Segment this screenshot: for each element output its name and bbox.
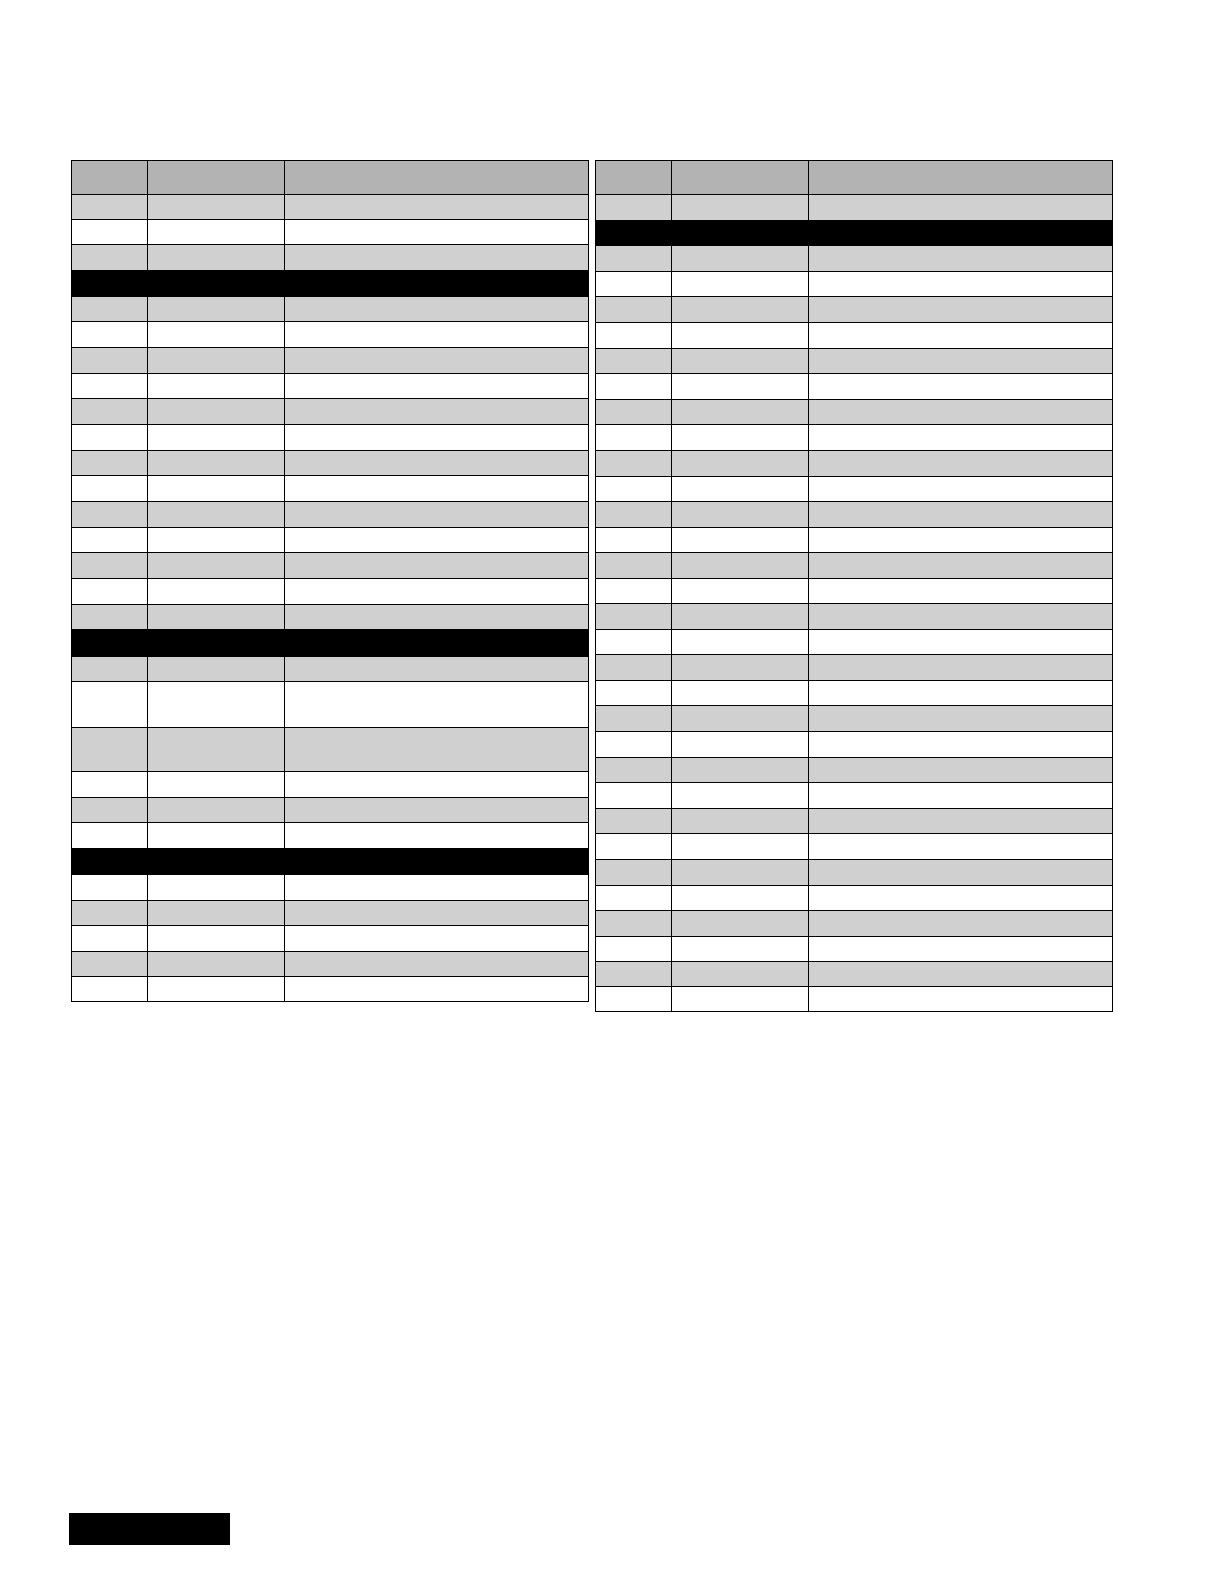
table-row xyxy=(72,245,589,271)
table-cell xyxy=(596,732,672,758)
table-cell xyxy=(672,630,809,655)
table-cell xyxy=(672,886,809,911)
table-cell xyxy=(148,977,285,1002)
table-cell xyxy=(809,477,1113,502)
table-row xyxy=(596,553,1113,579)
table-cell xyxy=(285,977,589,1002)
table-row xyxy=(72,220,589,245)
table-cell xyxy=(148,823,285,849)
table-cell xyxy=(148,271,285,297)
table-cell xyxy=(672,860,809,886)
table-cell xyxy=(285,682,589,728)
column-header xyxy=(596,161,672,195)
table-cell xyxy=(809,349,1113,374)
table-row xyxy=(596,451,1113,477)
table-row xyxy=(596,477,1113,502)
table-cell xyxy=(148,657,285,682)
table-cell xyxy=(809,911,1113,937)
table-cell xyxy=(809,706,1113,732)
table-cell xyxy=(148,502,285,528)
table-cell xyxy=(596,374,672,400)
table-cell xyxy=(672,962,809,987)
table-cell xyxy=(285,245,589,271)
table-cell xyxy=(672,246,809,272)
table-cell xyxy=(72,220,148,245)
table-row xyxy=(596,528,1113,553)
table-cell xyxy=(148,245,285,271)
table-row xyxy=(72,348,589,374)
table-cell xyxy=(285,823,589,849)
table-cell xyxy=(596,783,672,809)
table-row xyxy=(596,630,1113,655)
table-cell xyxy=(672,195,809,221)
table-cell xyxy=(148,952,285,977)
table-cell xyxy=(809,987,1113,1012)
table-row xyxy=(72,451,589,476)
table-cell xyxy=(72,271,148,297)
table-row xyxy=(596,987,1113,1012)
table-cell xyxy=(809,834,1113,860)
table-cell xyxy=(672,809,809,834)
table-row xyxy=(596,195,1113,221)
table-cell xyxy=(72,926,148,952)
table-cell xyxy=(596,758,672,783)
table-cell xyxy=(672,706,809,732)
table-cell xyxy=(72,901,148,926)
column-header xyxy=(809,161,1113,195)
table-cell xyxy=(809,221,1113,246)
table-cell xyxy=(72,849,148,875)
table-cell xyxy=(148,297,285,322)
table-cell xyxy=(809,272,1113,297)
table-cell xyxy=(809,579,1113,604)
table-cell xyxy=(596,425,672,451)
table-row xyxy=(72,528,589,553)
table-cell xyxy=(72,798,148,823)
table-row xyxy=(72,682,589,728)
table-cell xyxy=(672,834,809,860)
table-cell xyxy=(672,425,809,451)
table-cell xyxy=(72,605,148,630)
table-cell xyxy=(596,400,672,425)
table-row xyxy=(596,579,1113,604)
table-row xyxy=(596,400,1113,425)
table-cell xyxy=(596,706,672,732)
table-cell xyxy=(672,579,809,604)
table-cell xyxy=(285,926,589,952)
table-cell xyxy=(285,875,589,901)
table-cell xyxy=(672,758,809,783)
table-cell xyxy=(596,937,672,962)
table-cell xyxy=(596,528,672,553)
table-cell xyxy=(285,399,589,425)
table-cell xyxy=(148,528,285,553)
table-cell xyxy=(809,758,1113,783)
table-cell xyxy=(672,528,809,553)
table-row xyxy=(596,962,1113,987)
column-header xyxy=(148,161,285,195)
table-row xyxy=(596,783,1113,809)
table-cell xyxy=(285,798,589,823)
table-cell xyxy=(285,297,589,322)
table-row xyxy=(72,297,589,322)
table-cell xyxy=(809,374,1113,400)
table-cell xyxy=(596,834,672,860)
table-cell xyxy=(672,374,809,400)
column-header xyxy=(72,161,148,195)
table-cell xyxy=(809,630,1113,655)
table-row xyxy=(72,952,589,977)
table-cell xyxy=(809,809,1113,834)
table-cell xyxy=(672,937,809,962)
table-cell xyxy=(809,962,1113,987)
table-cell xyxy=(148,772,285,798)
table-cell xyxy=(148,901,285,926)
table-cell xyxy=(72,399,148,425)
table-cell xyxy=(809,246,1113,272)
table-cell xyxy=(596,451,672,477)
table-cell xyxy=(285,195,589,220)
table-cell xyxy=(148,875,285,901)
table-cell xyxy=(596,886,672,911)
table-cell xyxy=(72,374,148,399)
table-cell xyxy=(672,502,809,528)
table-cell xyxy=(285,271,589,297)
table-cell xyxy=(596,195,672,221)
table-row xyxy=(596,809,1113,834)
table-cell xyxy=(672,987,809,1012)
table-row xyxy=(72,901,589,926)
table-cell xyxy=(596,553,672,579)
table-cell xyxy=(148,682,285,728)
table-cell xyxy=(148,553,285,579)
right-table-header-row xyxy=(596,161,1113,195)
table-cell xyxy=(148,926,285,952)
table-cell xyxy=(672,604,809,630)
table-row xyxy=(72,875,589,901)
table-cell xyxy=(809,783,1113,809)
table-row xyxy=(596,425,1113,451)
table-cell xyxy=(148,579,285,605)
table-cell xyxy=(285,220,589,245)
table-cell xyxy=(809,553,1113,579)
table-cell xyxy=(285,502,589,528)
table-cell xyxy=(285,322,589,348)
table-cell xyxy=(809,195,1113,221)
table-cell xyxy=(72,823,148,849)
table-cell xyxy=(148,348,285,374)
table-row xyxy=(596,297,1113,323)
right-data-table xyxy=(595,160,1113,1012)
table-row xyxy=(72,425,589,451)
table-cell xyxy=(72,657,148,682)
table-cell xyxy=(596,604,672,630)
table-row xyxy=(596,246,1113,272)
table-cell xyxy=(148,630,285,657)
table-cell xyxy=(672,451,809,477)
table-cell xyxy=(285,425,589,451)
table-row xyxy=(72,579,589,605)
table-cell xyxy=(148,798,285,823)
left-table-section-bar xyxy=(72,849,589,875)
table-cell xyxy=(596,911,672,937)
table-cell xyxy=(285,657,589,682)
table-cell xyxy=(148,728,285,772)
table-cell xyxy=(72,952,148,977)
table-cell xyxy=(72,502,148,528)
table-cell xyxy=(72,245,148,271)
table-cell xyxy=(809,937,1113,962)
table-cell xyxy=(672,400,809,425)
table-row xyxy=(596,604,1113,630)
table-cell xyxy=(672,732,809,758)
table-cell xyxy=(285,579,589,605)
table-cell xyxy=(72,630,148,657)
table-cell xyxy=(672,553,809,579)
table-cell xyxy=(72,682,148,728)
table-cell xyxy=(72,728,148,772)
table-cell xyxy=(596,349,672,374)
page-number-tab xyxy=(69,1513,230,1545)
table-row xyxy=(72,926,589,952)
table-cell xyxy=(596,272,672,297)
table-cell xyxy=(72,772,148,798)
table-cell xyxy=(596,860,672,886)
table-cell xyxy=(285,348,589,374)
table-cell xyxy=(809,451,1113,477)
table-cell xyxy=(672,297,809,323)
table-cell xyxy=(809,655,1113,681)
table-cell xyxy=(809,323,1113,349)
table-cell xyxy=(72,425,148,451)
table-row xyxy=(596,860,1113,886)
table-cell xyxy=(72,528,148,553)
left-data-table xyxy=(71,160,589,1002)
table-cell xyxy=(148,399,285,425)
table-row xyxy=(596,834,1113,860)
table-row xyxy=(596,655,1113,681)
table-cell xyxy=(672,349,809,374)
table-cell xyxy=(285,451,589,476)
right-table-section-bar xyxy=(596,221,1113,246)
table-cell xyxy=(72,579,148,605)
table-cell xyxy=(285,374,589,399)
table-row xyxy=(596,706,1113,732)
table-cell xyxy=(809,528,1113,553)
table-cell xyxy=(809,886,1113,911)
table-cell xyxy=(72,322,148,348)
column-header xyxy=(672,161,809,195)
table-cell xyxy=(285,553,589,579)
table-cell xyxy=(72,297,148,322)
table-cell xyxy=(672,783,809,809)
table-cell xyxy=(596,655,672,681)
table-row xyxy=(72,605,589,630)
table-row xyxy=(596,272,1113,297)
table-cell xyxy=(285,476,589,502)
table-cell xyxy=(596,962,672,987)
table-cell xyxy=(148,476,285,502)
table-cell xyxy=(809,297,1113,323)
table-cell xyxy=(672,272,809,297)
table-cell xyxy=(809,604,1113,630)
table-cell xyxy=(148,605,285,630)
table-cell xyxy=(596,809,672,834)
table-row xyxy=(72,657,589,682)
table-cell xyxy=(596,630,672,655)
table-cell xyxy=(596,477,672,502)
table-cell xyxy=(148,374,285,399)
table-cell xyxy=(672,681,809,706)
table-row xyxy=(72,374,589,399)
table-cell xyxy=(148,220,285,245)
table-row xyxy=(72,772,589,798)
table-cell xyxy=(285,728,589,772)
table-cell xyxy=(672,655,809,681)
table-cell xyxy=(148,849,285,875)
table-cell xyxy=(596,297,672,323)
table-row xyxy=(72,322,589,348)
table-cell xyxy=(672,477,809,502)
table-cell xyxy=(285,605,589,630)
table-row xyxy=(72,823,589,849)
table-row xyxy=(72,195,589,220)
table-row xyxy=(596,758,1113,783)
table-cell xyxy=(72,476,148,502)
table-row xyxy=(596,911,1113,937)
table-cell xyxy=(596,502,672,528)
table-cell xyxy=(285,952,589,977)
table-cell xyxy=(72,195,148,220)
table-row xyxy=(596,886,1113,911)
table-cell xyxy=(809,425,1113,451)
left-table-header-row xyxy=(72,161,589,195)
table-row xyxy=(72,798,589,823)
table-cell xyxy=(596,681,672,706)
column-header xyxy=(285,161,589,195)
table-cell xyxy=(285,630,589,657)
table-cell xyxy=(596,987,672,1012)
table-row xyxy=(72,977,589,1002)
table-cell xyxy=(672,221,809,246)
table-cell xyxy=(596,323,672,349)
left-table-section-bar xyxy=(72,630,589,657)
table-row xyxy=(596,937,1113,962)
table-row xyxy=(596,349,1113,374)
table-cell xyxy=(285,901,589,926)
left-table-section-bar xyxy=(72,271,589,297)
table-cell xyxy=(809,860,1113,886)
table-cell xyxy=(72,875,148,901)
table-cell xyxy=(148,322,285,348)
table-row xyxy=(72,476,589,502)
table-row xyxy=(596,681,1113,706)
table-cell xyxy=(148,451,285,476)
table-row xyxy=(72,728,589,772)
table-cell xyxy=(596,579,672,604)
table-cell xyxy=(148,195,285,220)
table-cell xyxy=(596,221,672,246)
table-cell xyxy=(72,553,148,579)
table-row xyxy=(596,374,1113,400)
table-cell xyxy=(809,732,1113,758)
table-cell xyxy=(672,911,809,937)
table-row xyxy=(596,502,1113,528)
table-cell xyxy=(148,425,285,451)
table-row xyxy=(72,399,589,425)
table-row xyxy=(72,553,589,579)
table-cell xyxy=(809,400,1113,425)
table-cell xyxy=(285,772,589,798)
table-cell xyxy=(809,502,1113,528)
table-row xyxy=(596,323,1113,349)
table-cell xyxy=(285,528,589,553)
table-cell xyxy=(72,348,148,374)
table-row xyxy=(72,502,589,528)
table-cell xyxy=(72,451,148,476)
table-row xyxy=(596,732,1113,758)
table-cell xyxy=(672,323,809,349)
table-cell xyxy=(596,246,672,272)
table-cell xyxy=(285,849,589,875)
table-cell xyxy=(809,681,1113,706)
table-cell xyxy=(72,977,148,1002)
